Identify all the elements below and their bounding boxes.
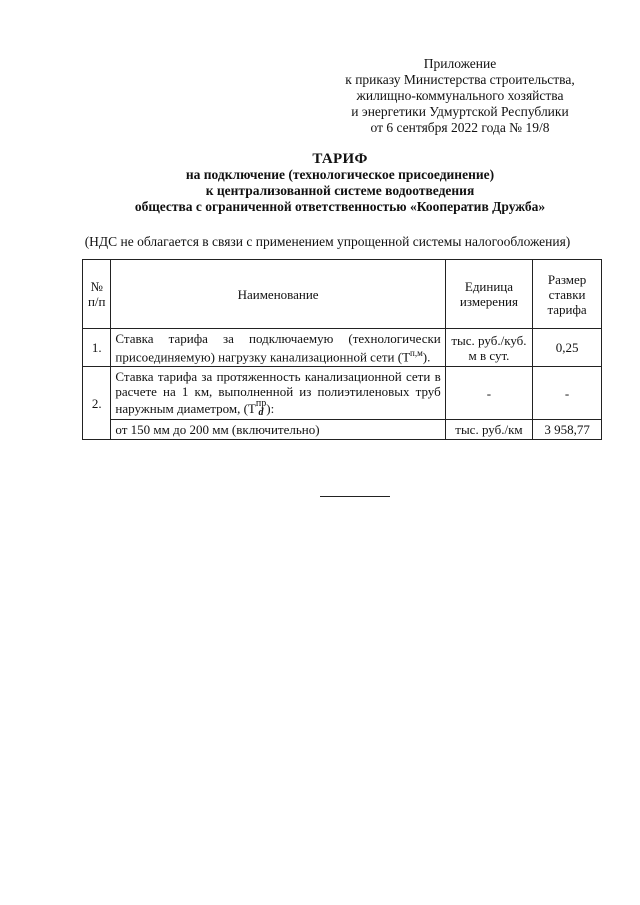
title-main: ТАРИФ [312, 151, 368, 167]
row-name: от 150 мм до 200 мм (включительно) [111, 420, 445, 440]
table-row [83, 329, 602, 367]
row-rate: - [533, 367, 602, 420]
appendix-line: и энергетики Удмуртской Республики [351, 104, 569, 119]
document-title [60, 151, 620, 215]
appendix-header [310, 56, 610, 136]
row-rate: 3 958,77 [533, 420, 602, 440]
appendix-line: жилищно-коммунального хозяйства [356, 88, 564, 103]
row-rate: 0,25 [533, 329, 602, 367]
row-name [111, 329, 445, 367]
vat-note: (НДС не облагается в связи с применением упрощенной системы налогообложения) [84, 234, 571, 249]
row-name-subscript: d [258, 407, 264, 419]
row-unit: тыс. руб./км [445, 420, 532, 440]
appendix-line: от 6 сентября 2022 года № 19/8 [370, 120, 550, 135]
table-header-row [83, 260, 602, 329]
row-num: 1. [83, 329, 111, 367]
title-line: на подключение (технологическое присоединение) [185, 167, 495, 182]
row-name-superscript: п,м [410, 348, 423, 358]
row-num: 2. [83, 367, 111, 440]
table-row [83, 420, 602, 440]
row-unit: тыс. руб./куб. м в сут. [445, 329, 532, 367]
row-name-text: Ставка тарифа за протяженность канализационной сети в расчете на 1 км, выполненной из полиэтиленовых труб наружным диаметром, (Т [115, 369, 441, 417]
appendix-line: Приложение [423, 56, 497, 71]
row-name-superscript: пр [255, 398, 267, 410]
row-name [111, 367, 445, 420]
table-row [83, 367, 602, 420]
row-name-symbol [256, 399, 266, 417]
header-name: Наименование [111, 260, 445, 329]
end-divider [320, 496, 390, 497]
tariff-table [82, 259, 602, 440]
row-name-tail: ): [266, 401, 275, 417]
header-unit: Единица измерения [445, 260, 532, 329]
title-line: к централизованной системе водоотведения [205, 183, 475, 198]
row-name-tail: ). [422, 349, 431, 365]
title-line: общества с ограниченной ответственностью «Кооператив Дружба» [134, 199, 546, 214]
header-num: № п/п [83, 260, 111, 329]
row-name-text: Ставка тарифа за подключаемую (технологически присоединяемую) нагрузку канализационной сети (Т [115, 331, 441, 365]
row-unit: - [445, 367, 532, 420]
header-rate: Размер ставки тарифа [533, 260, 602, 329]
appendix-line: к приказу Министерства строительства, [345, 72, 575, 87]
